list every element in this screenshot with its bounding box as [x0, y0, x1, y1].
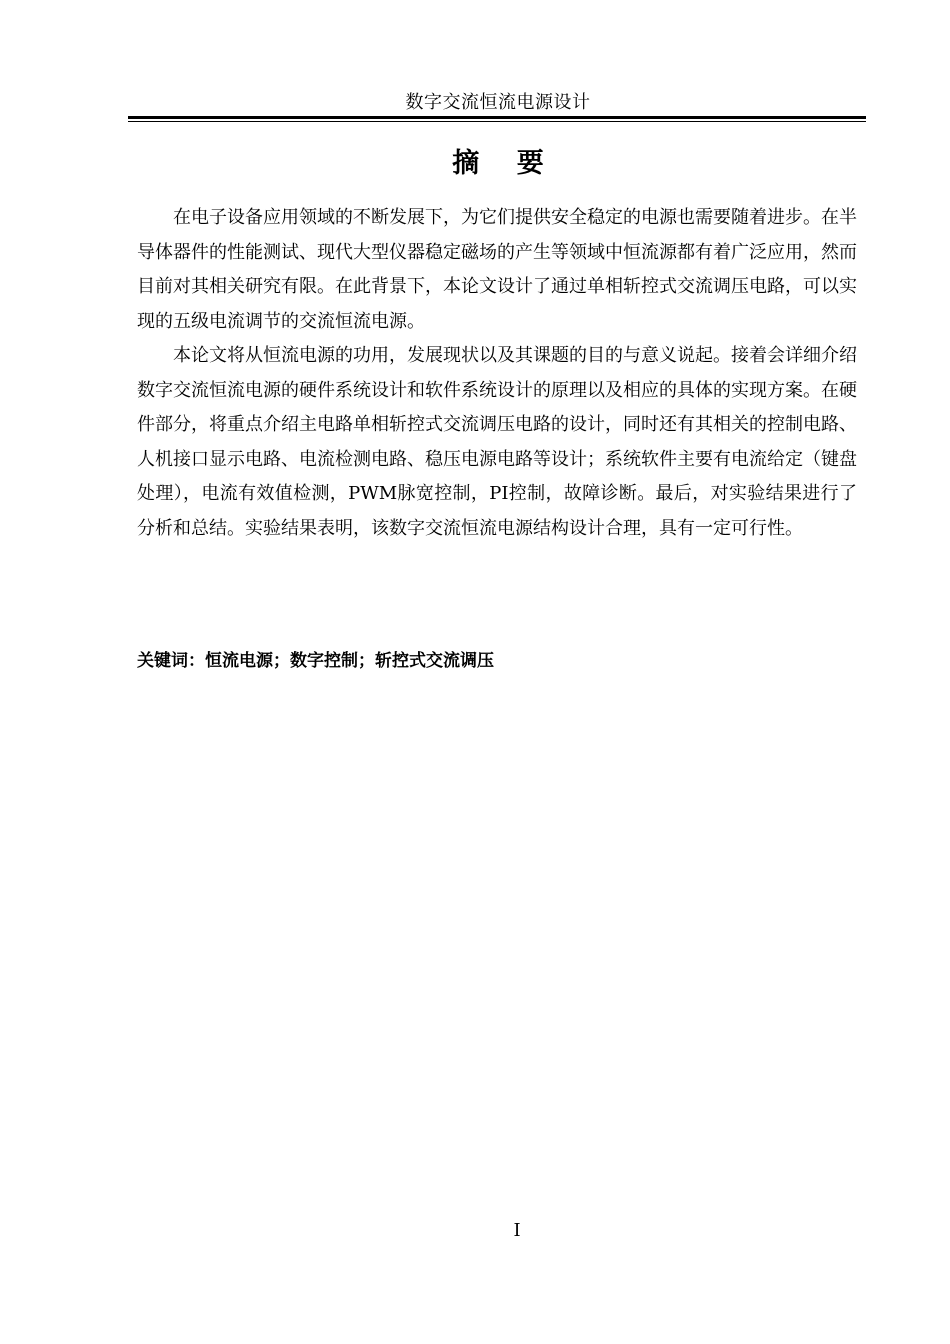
keywords-label: 关键词：	[137, 651, 205, 671]
header-rule-thick	[128, 116, 866, 119]
abstract-paragraph-1: 在电子设备应用领域的不断发展下，为它们提供安全稳定的电源也需要随着进步。在半导体器件的性能测试、现代大型仪器稳定磁场的产生等领域中恒流源都有着广泛应用，然而目前对其相关研究有限。在此背景下，本论文设计了通过单相斩控式交流调压电路，可以实现的五级电流调节的交流恒流电源。	[137, 207, 857, 332]
keywords-value: 恒流电源；数字控制；斩控式交流调压	[205, 651, 494, 671]
abstract-title: 摘 要	[452, 148, 558, 179]
header-rule-thin	[128, 121, 866, 122]
page-number: I	[513, 1220, 521, 1241]
abstract-paragraph-2: 本论文将从恒流电源的功用，发展现状以及其课题的目的与意义说起。接着会详细介绍数字交流恒流电源的硬件系统设计和软件系统设计的原理以及相应的具体的实现方案。在硬件部分，将重点介绍主电路单相斩控式交流调压电路的设计，同时还有其相关的控制电路、人机接口显示电路、电流检测电路、稳压电源电路等设计；系统软件主要有电流给定（键盘处理），电流有效值检测，PWM脉宽控制，PI控制，故障诊断。最后，对实验结果进行了分析和总结。实验结果表明，该数字交流恒流电源结构设计合理，具有一定可行性。	[137, 345, 857, 539]
running-header: 数字交流恒流电源设计	[405, 92, 591, 113]
abstract-body	[137, 201, 857, 546]
keywords-line	[137, 647, 857, 675]
